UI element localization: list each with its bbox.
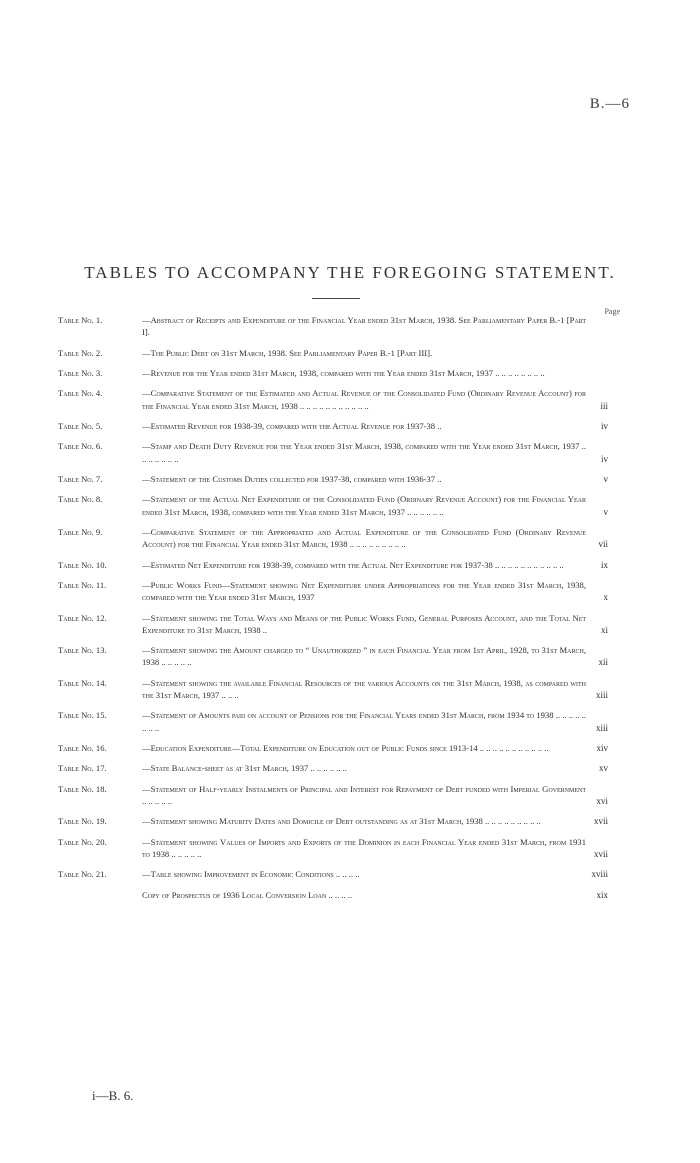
toc-entry-page: xviii	[591, 869, 608, 880]
toc-entry-page: xvii	[593, 848, 608, 859]
toc-entry-page: xiii	[595, 689, 608, 700]
toc-entry-label: Table No. 3.	[58, 367, 103, 378]
table-of-contents	[58, 314, 608, 909]
toc-entry-label: Table No. 4.	[58, 388, 103, 399]
toc-entry	[58, 559, 608, 571]
toc-entry-label: Table No. 17.	[58, 763, 107, 774]
toc-entry-text: —Statement of Half-yearly Instalments of Principal and Interest for Repayment of Debt funded with Imperial Government .. .. .. .. ..	[142, 783, 586, 806]
toc-entry-label: Table No. 8.	[58, 494, 103, 505]
toc-entry-text: —Stamp and Death Duty Revenue for the Year ended 31st March, 1938, compared with the Year ended 31st March, 1937 .. .. .. .. .. .. ..	[142, 441, 586, 464]
toc-entry-text: —State Balance-sheet as at 31st March, 1937 .. .. .. .. .. ..	[142, 763, 347, 774]
toc-entry	[58, 644, 608, 668]
toc-entry	[58, 493, 608, 517]
toc-entry-label: Table No. 6.	[58, 441, 103, 452]
toc-entry	[58, 579, 608, 603]
toc-entry-label: Table No. 16.	[58, 742, 107, 753]
toc-entry-text: —Statement of the Actual Net Expenditure of the Consolidated Fund (Ordinary Revenue Account) for the Financial Year ended 31st March, 1938, compared with the Year ended 31st March, 1937 .. .. .. .. .. ..	[142, 494, 586, 517]
toc-entry	[58, 868, 608, 880]
toc-entry-text: Copy of Prospectus of 1936 Local Conversion Loan .. .. .. ..	[142, 889, 353, 900]
toc-entry	[58, 677, 608, 701]
toc-entry-label: Table No. 12.	[58, 612, 107, 623]
toc-entry-label: Table No. 18.	[58, 783, 107, 794]
page-title: TABLES TO ACCOMPANY THE FOREGOING STATEMENT.	[84, 263, 616, 282]
toc-entry	[58, 314, 608, 338]
toc-entry-text: —The Public Debt on 31st March, 1938. See Parliamentary Paper B.-1 [Part III].	[142, 347, 433, 358]
toc-entry-page: xiv	[596, 742, 608, 753]
toc-entry	[58, 473, 608, 485]
toc-entry-page: xix	[596, 889, 608, 900]
toc-entry	[58, 709, 608, 733]
toc-entry	[58, 836, 608, 860]
toc-entry	[58, 347, 608, 359]
toc-entry-label: Table No. 20.	[58, 836, 107, 847]
toc-entry-label: Table No. 21.	[58, 869, 107, 880]
toc-entry-label: Table No. 7.	[58, 473, 103, 484]
toc-entry-label: Table No. 19.	[58, 816, 107, 827]
toc-entry-page: xii	[598, 657, 608, 668]
toc-entry-label: Table No. 13.	[58, 645, 107, 656]
toc-entry-label: Table No. 11.	[58, 579, 107, 590]
page-column-label: Page	[604, 307, 620, 316]
toc-entry-text: —Estimated Revenue for 1938-39, compared with the Actual Revenue for 1937-38 ..	[142, 420, 442, 431]
toc-entry-text: —Estimated Net Expenditure for 1938-39, compared with the Actual Net Expenditure for 1937-38 .. .. .. .. .. .. .. .. .. .. ..	[142, 559, 564, 570]
toc-entry-label: Table No. 14.	[58, 677, 107, 688]
toc-entry-text: —Statement showing the Amount charged to “ Unauthorized ” in each Financial Year from 1st April, 1928, to 31st March, 1938 .. .. .. .. ..	[142, 645, 586, 668]
title-rule	[312, 298, 360, 299]
toc-entry	[58, 387, 608, 411]
toc-entry-label: Table No. 10.	[58, 559, 107, 570]
toc-entry-text: —Statement showing the available Financial Resources of the various Accounts on the 31st March, 1938, as compared with the 31st March, 1937 .. .. ..	[142, 677, 586, 700]
toc-entry-text: —Table showing Improvement in Economic Conditions .. .. .. ..	[142, 869, 360, 880]
toc-entry	[58, 420, 608, 432]
toc-entry-page: xv	[599, 763, 608, 774]
toc-entry	[58, 440, 608, 464]
toc-entry-label: Table No. 5.	[58, 420, 103, 431]
toc-entry-text: —Statement of the Customs Duties collected for 1937-38, compared with 1936-37 ..	[142, 473, 442, 484]
toc-entry	[58, 815, 608, 827]
toc-entry-text: —Public Works Fund—Statement showing Net Expenditure under Appropriations for the Year ended 31st March, 1938, compared with the Year ended 31st March, 1937	[142, 579, 586, 603]
toc-entry	[58, 783, 608, 807]
toc-entry	[58, 526, 608, 550]
toc-entry-label: Table No. 15.	[58, 710, 107, 721]
toc-entry-page: vii	[598, 539, 608, 550]
toc-entry	[58, 742, 608, 754]
toc-entry	[58, 367, 608, 379]
toc-entry-page: v	[603, 473, 608, 484]
toc-entry-label: Table No. 1.	[58, 315, 103, 325]
toc-entry-text: —Statement showing Values of Imports and Exports of the Dominion in each Financial Year ended 31st March, from 1931 to 1938 .. .. .. .. ..	[142, 836, 586, 859]
toc-entry-page: x	[603, 592, 608, 603]
footer-reference: i—B. 6.	[92, 1088, 134, 1103]
toc-entry-text: —Comparative Statement of the Appropriated and Actual Expenditure of the Consolidated Fund (Ordinary Revenue Account) for the Financial Year ended 31st March, 1938 .. .. .. .. .. .. .. .. ..	[142, 526, 586, 550]
toc-entry-page: iv	[600, 420, 608, 431]
toc-entry-page: iv	[600, 453, 608, 464]
toc-entry	[58, 762, 608, 774]
toc-entry-text: —Abstract of Receipts and Expenditure of the Financial Year ended 31st March, 1938. See Parliamentary Paper B.-1 [Part I].	[142, 315, 586, 338]
toc-entry-text: —Comparative Statement of the Estimated and Actual Revenue of the Consolidated Fund (Ordinary Revenue Account) for the Financial Year ended 31st March, 1938 .. .. .. .. .. .. .. .. .. .. ..	[142, 388, 586, 411]
toc-entry-text: —Revenue for the Year ended 31st March, 1938, compared with the Year ended 31st March, 1937 .. .. .. .. .. .. .. ..	[142, 367, 545, 378]
toc-entry-page: xvi	[596, 795, 608, 806]
toc-entry-page: iii	[600, 400, 608, 411]
toc-entry-text: —Education Expenditure—Total Expenditure on Education out of Public Funds since 1913-14 .. .. .. .. .. .. .. .. .. .. ..	[142, 742, 549, 753]
toc-entry-text: —Statement showing Maturity Dates and Domicile of Debt outstanding as at 31st March, 1938 .. .. .. .. .. .. .. .. ..	[142, 816, 541, 827]
toc-entry-page: ix	[600, 559, 608, 570]
toc-entry-page: xi	[600, 624, 608, 635]
toc-entry-page: xvii	[593, 816, 608, 827]
toc-entry-text: —Statement of Amounts paid on account of Pensions for the Financial Years ended 31st March, from 1934 to 1938 .. .. .. .. .. .. .. ..	[142, 710, 586, 733]
toc-entry	[58, 612, 608, 636]
toc-entry-page: xiii	[595, 722, 608, 733]
toc-entry-label: Table No. 9.	[58, 526, 103, 537]
toc-entry-text: —Statement showing the Total Ways and Means of the Public Works Fund, General Purposes Account, and the Total Net Expenditure to 31st March, 1938 ..	[142, 612, 586, 635]
toc-entry-prospectus	[58, 889, 608, 901]
toc-entry-label: Table No. 2.	[58, 347, 103, 358]
toc-entry-page: v	[603, 506, 608, 517]
page-reference: B.—6	[589, 96, 630, 112]
